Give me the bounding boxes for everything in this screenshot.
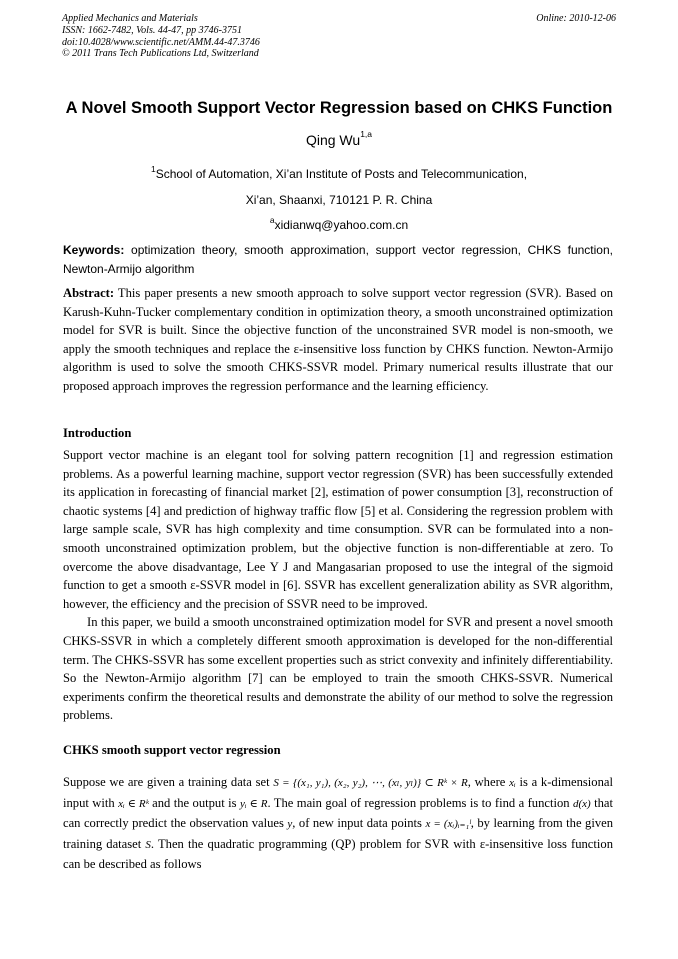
keywords [63,241,613,278]
abstract-text: This paper presents a new smooth approach to solve support vector regression (SVR). Based on Karush-Kuhn-Tucker complementary condition in optimization theory, a smooth unconstrained optimization model for SVR is built. Since the objective function of the unconstrained SVR model is non-smooth, we apply the smooth techniques and replace the ε-insensitive loss function by CHKS function. Newton-Armijo algorithm is used to solve the smooth CHKS-SSVR model. Primary numerical results illustrate that our proposed approach improves the regression performance and the learning efficiency. [63,286,613,393]
email-address: xidianwq@yahoo.com.cn [274,218,409,232]
text-run: , where [467,775,510,789]
doi-line: doi:10.4028/www.scientific.net/AMM.44-47.3746 [62,36,260,48]
math-xi: xᵢ [509,777,516,789]
section-paragraph [63,773,613,875]
math-x-points: x = (xᵢ)ᵢ₌₁ˡ [425,818,471,830]
keywords-text: optimization theory, smooth approximation, support vector regression, CHKS function, Newton-Armijo algorithm [63,243,613,276]
affiliation-sup: 1 [150,164,156,174]
text-run: Suppose we are given a training data set [63,775,274,789]
text-run: that can correctly predict the observation values [63,795,613,830]
text-run: . Then the quadratic programming (QP) problem for SVR with ε-insensitive loss function can be described as follows [63,836,613,871]
keywords-label: Keywords: [63,243,125,257]
math-yi-in-r: yᵢ ∈ R [239,797,268,810]
affiliation-text-1: School of Automation, Xi’an Institute of Posts and Telecommunication, [155,167,528,181]
journal-header [62,13,616,60]
affiliation-line-2: Xi’an, Shaanxi, 710121 P. R. China [245,193,433,207]
intro-paragraph-2: In this paper, we build a smooth unconstrained optimization model for SVR and present a novel smooth CHKS-SSVR in which a completely different smooth approximation is developed for the non-differential term. The CHKS-SSVR has some excellent properties such as strict convexity and infinitely differentiability. So the Newton-Armijo algorithm [7] can be employed to train the smooth CHKS-SSVR. Numerical experiments confirm the theoretical results and demonstrate the ability of our method to solve the regression problems. [63,615,613,723]
math-xi-in-rk: xᵢ ∈ Rᵏ [118,797,149,810]
abstract [63,284,613,396]
author-name: Qing Wu [305,132,361,148]
intro-paragraph-1: Support vector machine is an elegant tool for solving pattern recognition [1] and regression estimation problems. As a powerful learning machine, support vector regression (SVR) has been successfully extended its application in forecasting of financial market [2], estimation of power consumption [3], reconstruction of chaotic systems [4] and prediction of highway traffic flow [5] et al. Considering the regression problem with large sample scale, SVR has high complexity and time consumption. SVR can be formulated into a non-smooth unconstrained optimization problem, but the objective function is non-differentiable at zero. To overcome the above disadvantage, Lee Y J and Mangasarian proposed to use the integral of the sigmoid function to get a smooth ε-SSVR model in [6]. SSVR has excellent generalization ability as SVR algorithm, however, the efficiency and the precision of SSVR need to be improved. [63,448,613,611]
math-training-set: S = {(x₁, y₁), (x₂, y₂), ⋯, (xₗ, yₗ)} ⊂ Rᵏ × R [273,777,468,789]
author-line [0,129,678,148]
text-run: and the output is [148,795,240,810]
math-S: S [145,838,151,851]
copyright-line: © 2011 Trans Tech Publications Ltd, Switzerland [62,48,259,60]
math-y: y [287,818,293,830]
text-run: , of new input data points [292,816,426,830]
section-heading-chks: CHKS smooth support vector regression [63,743,281,757]
affiliation-line-1 [0,164,678,181]
abstract-label: Abstract: [63,286,115,300]
section-heading-introduction: Introduction [63,426,132,440]
math-dx: d(x) [572,797,591,810]
paper-title: A Novel Smooth Support Vector Regression based on CHKS Function [65,99,613,117]
introduction-body [63,446,613,725]
online-date: Online: 2010-12-06 [536,13,616,24]
text-run: is a k-dimensional input with [63,775,613,810]
issn-line: ISSN: 1662-7482, Vols. 44-47, pp 3746-3751 [62,24,242,36]
email-sup: a [269,215,275,225]
journal-name: Applied Mechanics and Materials [62,13,198,24]
text-run: , by learning from the given training dataset [63,816,614,851]
author-sup: 1,a [360,129,373,139]
text-run: . The main goal of regression problems is to find a function [267,795,573,810]
email-line [0,215,678,232]
